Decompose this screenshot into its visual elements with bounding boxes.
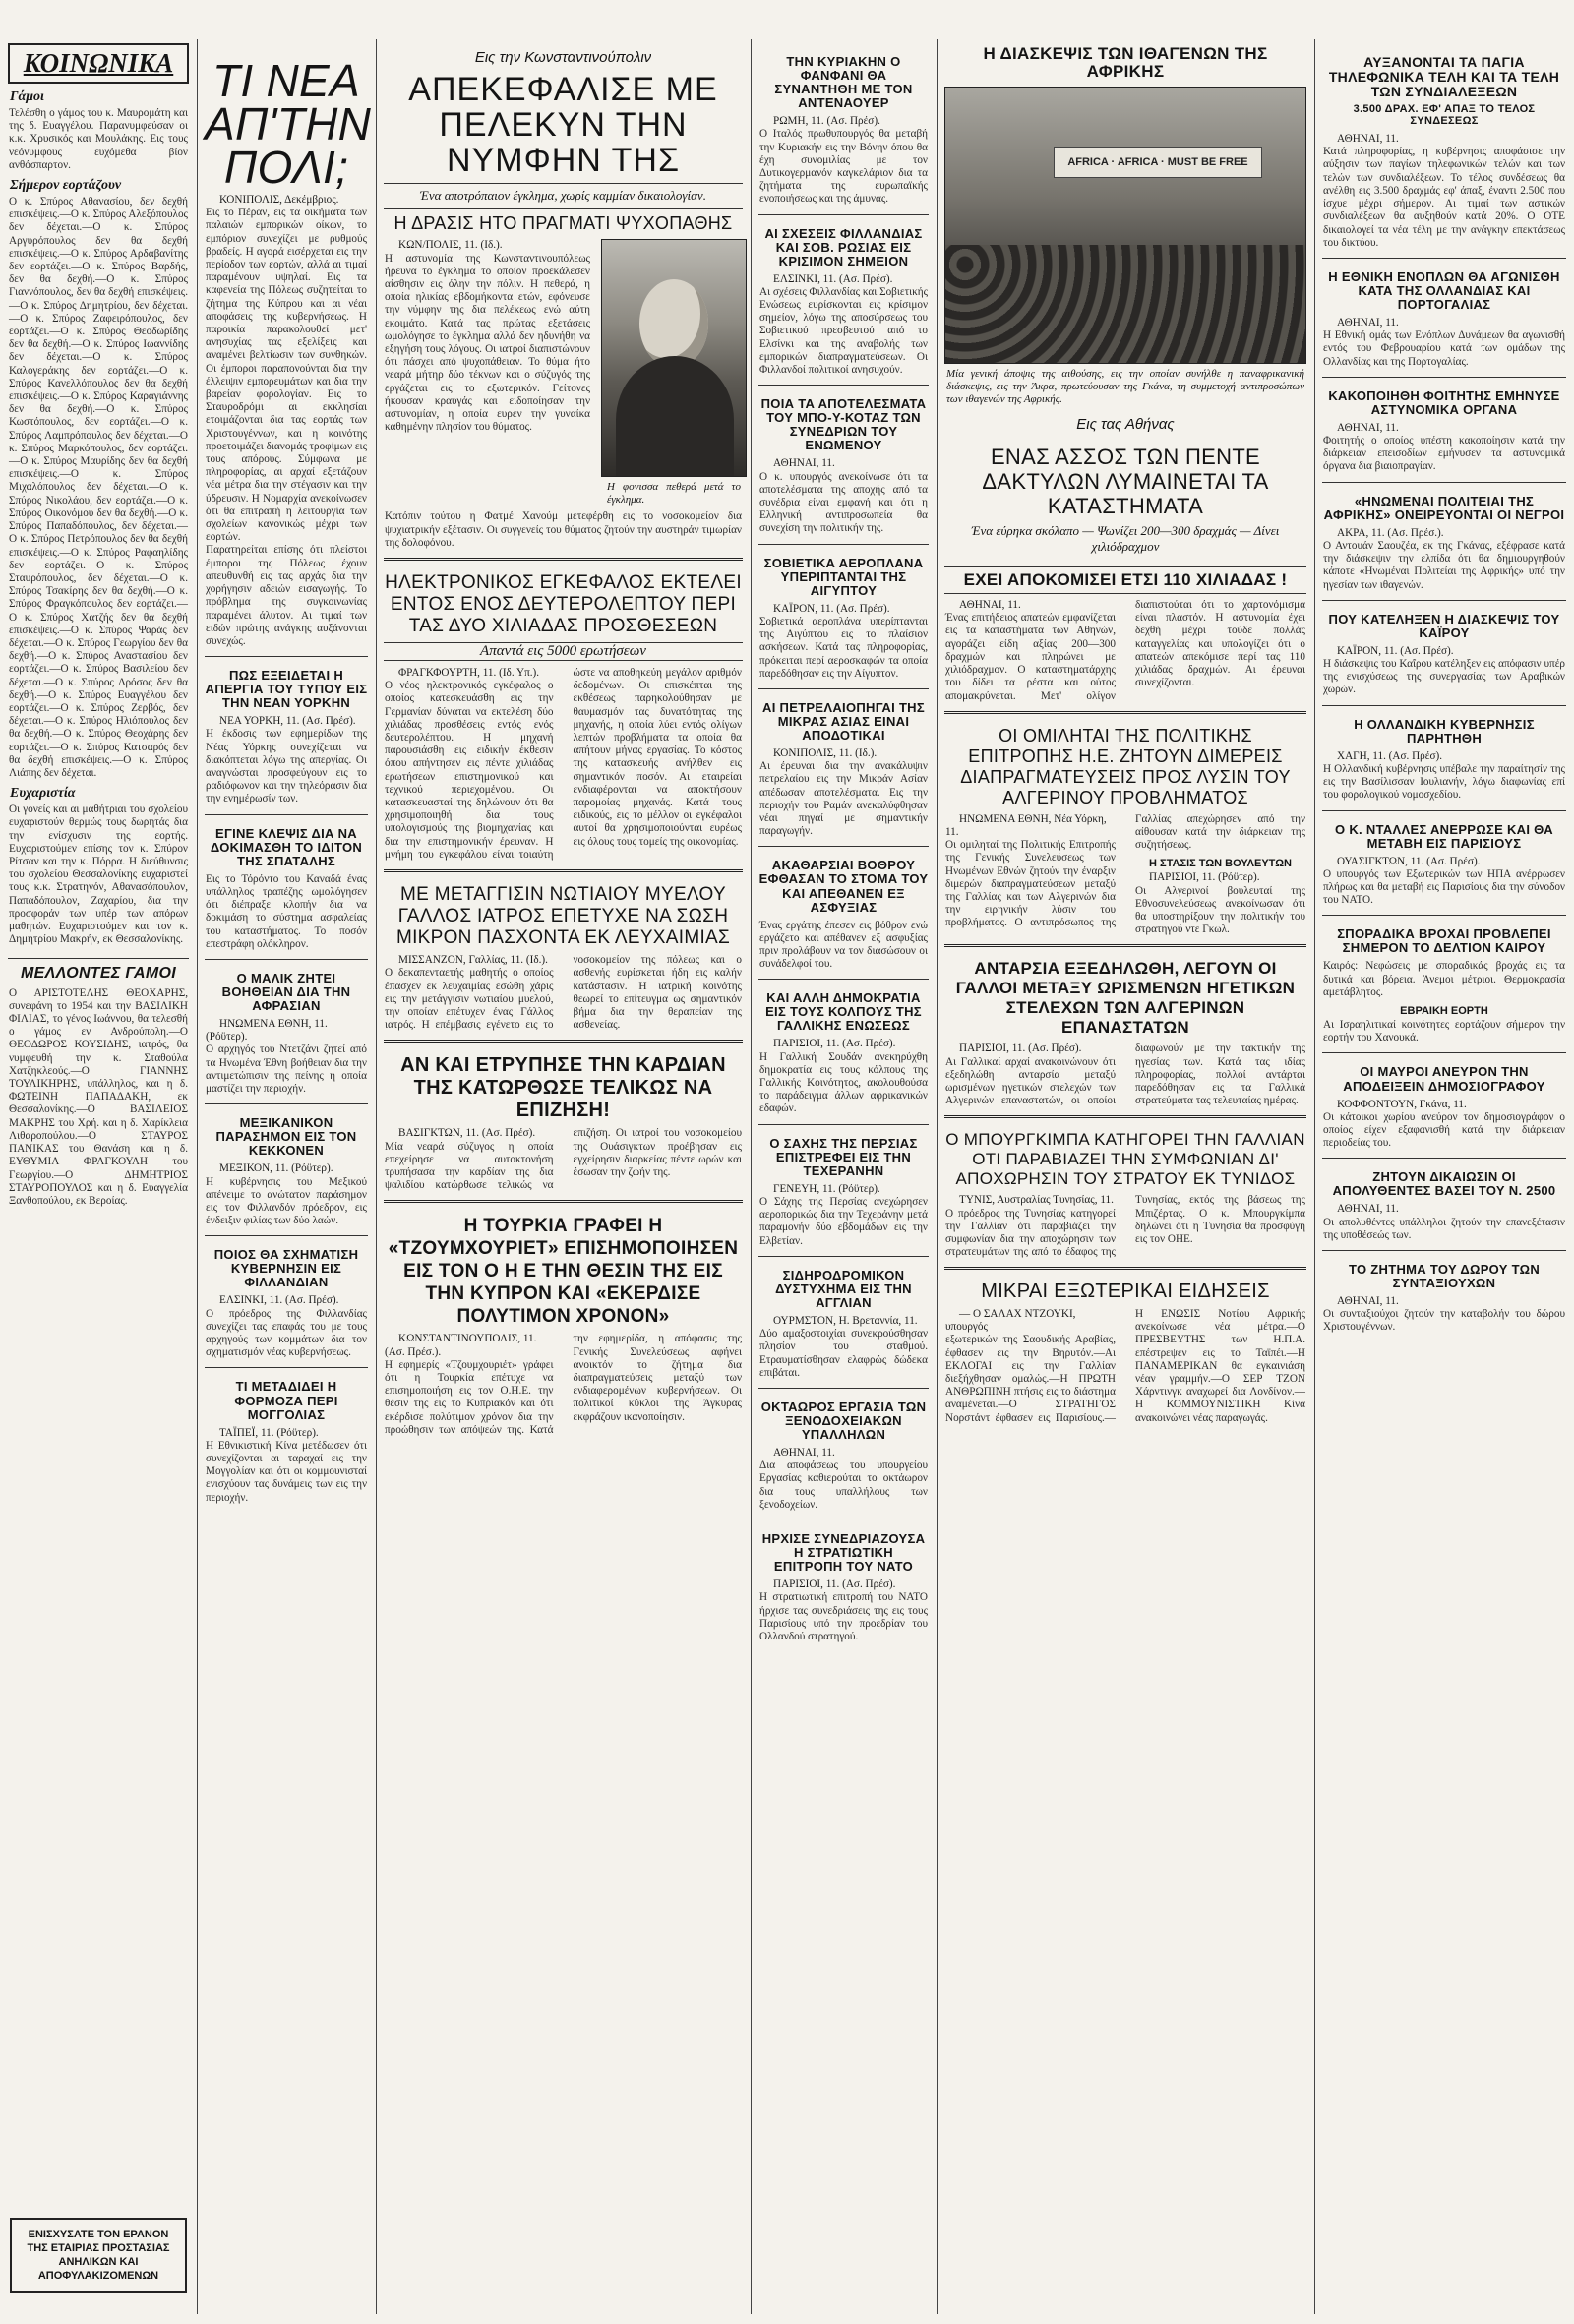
body-text: Η κυβέρνησις του Μεξικού απένειμε το ανώτατον παράσημον εις τον Φιλλανδόν πρόεδρον, εις ένδειξιν φιλίας των δύο λαών.	[206, 1175, 367, 1227]
dateline: ΚΩΝΣΤΑΝΤΙΝΟΥΠΟΛΙΣ, 11. (Ασ. Πρέσ.).	[385, 1333, 537, 1358]
body-text: Ο ΑΡΙΣΤΟΤΕΛΗΣ ΘΕΟΧΑΡΗΣ, συνεφάνη το 1954 και την ΒΑΣΙΛΙΚΗ ΦΙΛΙΑΣ, το γένος Ιωάννου, θα τελεσθή ο γάμος εν Ανδρούπολη.—Ο ΘΕΟΔΩΡΟΣ ΚΟΥΣΙΔΗΣ, ιατρός, θα νυμφευθή την κ. Σταθούλα Χατζηκλεούς.—Ο ΓΙΑΝΝΗΣ ΤΟΥΛΙΚΗΡΗΣ, υπάλληλος, και η δ. ΦΩΤΕΙΝΗ ΠΑΠΑΔΑΚΗ, εκ Θεσσαλονίκης.—Ο ΒΑΣΙΛΕΙΟΣ ΜΑΚΡΗΣ του Χρή. και η δ. Χαρίκλεια Λιθαροπούλου.—Ο ΣΤΑΥΡΟΣ ΠΑΝΙΚΑΣ του Θανάση και η δ. ΕΥΘΥΜΙΑ ΦΡΑΓΚΟΥΛΗ του Γεωργίου.—Ο ΔΗΜΗΤΡΙΟΣ ΣΤΑΥΡΟΠΟΥΛΟΣ και η δ. Ευαγγελία Ξανθοπούλου, εκ Βεροίας.	[9, 986, 188, 1207]
separator	[758, 544, 929, 545]
headline-malik: Ο ΜΑΛΙΚ ΖΗΤΕΙ ΒΟΗΘΕΙΑΝ ΔΙΑ ΤΗΝ ΑΦΡΑΣΙΑΝ	[221, 970, 351, 1013]
body-text: Ο δεκαπενταετής μαθητής ο οποίος έπασχεν εκ λευχαιμίας εσώθη χάρις εις την μετάγγισιν νωτιαίου μυελού, την οποίαν επέτυχεν ένας Γάλλος ιατρός. Η επέμβασις εγένετο εις το νοσοκομείον της πόλεως και ο ασθενής ευρίσκεται ήδη εις καλήν κατάστασιν. Η ιατρική κοινότης θεωρεί το επίτευγμα ως σημαντικόν βήμα δια την θεραπείαν της ασθενείας.	[385, 954, 742, 1032]
dateline: ΒΑΣΙΓΚΤΩΝ, 11. (Ασ. Πρέσ).	[398, 1127, 536, 1140]
column-rule	[376, 39, 377, 2314]
headline-boycott: ΠΟΙΑ ΤΑ ΑΠΟΤΕΛΕΣΜΑΤΑ ΤΟΥ ΜΠΟ-Υ-ΚΟΤΑΖ ΤΩΝ ΣΥΝΕΔΡΙΩΝ ΤΟΥ ΕΝΩΜΕΝΟΥ	[760, 396, 927, 453]
dateline: ΡΩΜΗ, 11. (Ασ. Πρέσ).	[773, 115, 880, 128]
headline-ghana: ΟΙ ΜΑΥΡΟΙ ΑΝΕΥΡΟΝ ΤΗΝ ΑΠΟΔΕΙΞΕΙΝ ΔΗΜΟΣΙΟΓΡΑΦΟΥ	[1343, 1064, 1545, 1094]
headline-nato: ΗΡΧΙΣΕ ΣΥΝΕΔΡΙΑΖΟΥΣΑ Η ΣΤΡΑΤΙΩΤΙΚΗ ΕΠΙΤΡΟΠΗ ΤΟΥ ΝΑΤΟ	[761, 1531, 926, 1575]
headline-dutch-gov: Η ΟΛΛΑΝΔΙΚΗ ΚΥΒΕΡΝΗΣΙΣ ΠΑΡΗΤΗΘΗ	[1354, 716, 1535, 745]
dateline: ΚΑΪΡΟΝ, 11. (Ασ. Πρέσ).	[773, 602, 890, 615]
appeal-box	[10, 2218, 187, 2293]
headline-student: ΚΑΚΟΠΟΙΗΘΗ ΦΟΙΤΗΤΗΣ ΕΜΗΝΥΣΕ ΑΣΤΥΝΟΜΙΚΑ ΟΡΓΑΝΑ	[1328, 387, 1560, 417]
headline-phone-rates: ΑΥΞΑΝΟΝΤΑΙ ΤΑ ΠΑΓΙΑ ΤΗΛΕΦΩΝΙΚΑ ΤΕΛΗ ΚΑΙ ΤΑ ΤΕΛΗ ΤΩΝ ΣΥΝΔΙΑΛΕΞΕΩΝ	[1328, 54, 1560, 100]
photo-caption: Η φονισσα πεθερά μετά το έγκλημα.	[607, 481, 741, 507]
dateline: ΑΘΗΝΑΙ, 11.	[773, 1447, 835, 1459]
separator	[1322, 600, 1566, 601]
headline-typos: ΠΩΣ ΕΞΕΙΔΕΤΑΙ Η ΑΠΕΡΓΙΑ ΤΟΥ ΤΥΠΟΥ ΕΙΣ ΤΗΝ ΝΕΑΝ ΥΟΡΚΗΝ	[205, 668, 368, 711]
headline-heart: ΑΝ ΚΑΙ ΕΤΡΥΠΗΣΕ ΤΗΝ ΚΑΡΔΙΑΝ ΤΗΣ ΚΑΤΩΡΘΩΣΕ ΤΕΛΙΚΩΣ ΝΑ ΕΠΙΖΗΣΗ!	[400, 1054, 726, 1122]
dateline: ΟΥΡΜΣΤΟΝ, Η. Βρεταννία, 11.	[773, 1314, 918, 1327]
body-text: Ένας εργάτης έπεσεν εις βόθρον ενώ εργάζετο και απέθανεν εξ ασφυξίας πριν προλάβουν να τον διασώσουν οι συνάδελφοί του.	[759, 919, 928, 971]
body-text: Οι κάτοικοι χωρίου ανεύρον τον δημοσιογράφον ο οποίος είχεν εξαφανισθή κατά την διάρκειαν περιοδείας του.	[1323, 1110, 1565, 1150]
separator	[758, 385, 929, 386]
headline-asphyxia: ΑΚΑΘΑΡΣΙΑΙ ΒΟΘΡΟΥ ΕΦΘΑΣΑΝ ΤΟ ΣΤΟΜΑ ΤΟΥ ΚΑΙ ΑΠΕΘΑΝΕΝ ΕΞ ΑΣΦΥΞΙΑΣ	[758, 858, 929, 915]
masthead-text: ΚΟΙΝΩΝΙΚΑ	[23, 48, 174, 78]
headline-dulles: Ο Κ. ΝΤΑΛΛΕΣ ΑΝΕΡΡΩΣΕ ΚΑΙ ΘΑ ΜΕΤΑΒΗ ΕΙΣ ΠΑΡΙΣΙΟΥΣ	[1335, 821, 1553, 851]
dateline: ΚΟΝΙΠΟΛΙΣ, Δεκέμβριος.	[219, 194, 339, 206]
column-rule	[1314, 39, 1315, 2314]
headline-finland-russia: ΑΙ ΣΧΕΣΕΙΣ ΦΙΛΛΑΝΔΙΑΣ ΚΑΙ ΣΟΒ. ΡΩΣΙΑΣ ΕΙΣ ΚΡΙΣΙΜΟΝ ΣΗΜΕΙΟΝ	[764, 225, 923, 268]
body-text: Ο κ. Σπύρος Αθανασίου, δεν δεχθή επισκέψεις.—Ο κ. Σπύρος Αλεξόπουλος δεν δέχεται.—Ο κ. Σπύρος Αργυρόπουλος δεν θα δεχθή επισκέψεις.—Ο κ. Σπύρος Αρδαβανίτης δεν εορτάζει.—Ο κ. Σπύρος Βαρδής, δεν θα δεχθή.—Ο κ. Σπύρος Γιαννόπουλος, δεν θα δεχθή επισκέψεις.—Ο κ. Σπύρος Δημητρίου, δεν δέχεται.—Ο κ. Σπύρος Ζαφειρόπουλος, δεν εορτάζει.—Ο κ. Σπύρος Θεοδωρίδης δεν θα δεχθή.—Ο κ. Σπύρος Ιωαννίδης δεν δέχεται.—Ο κ. Σπύρος Καλογεράκης δεν εορτάζει.—Ο κ. Σπύρος Κανελλόπουλος δεν θα δεχθή επισκέψεις.—Ο κ. Σπύρος Καραγιάννης δεν θα δεχθή.—Ο κ. Σπύρος Κωστόπουλος, δεν εορτάζει.—Ο κ. Σπύρος Λαμπρόπουλος δεν δέχεται.—Ο κ. Σπύρος Μαρκόπουλος, δεν εορτάζει.—Ο κ. Σπύρος Μαυρίδης δεν θα δεχθή επισκέψεις.—Ο κ. Σπύρος Μιχαλόπουλος δεν δέχεται.—Ο κ. Σπύρος Νικολάου, δεν εορτάζει.—Ο κ. Σπύρος Οικονόμου δεν θα δεχθή.—Ο κ. Σπύρος Παπαδόπουλος, δεν δέχεται.—Ο κ. Σπύρος Πετρόπουλος δεν θα δεχθή επισκέψεις.—Ο κ. Σπύρος Ραφαηλίδης δεν εορτάζει.—Ο κ. Σπύρος Σταυρόπουλος, δεν δέχεται.—Ο κ. Σπύρος Τσακίρης δεν θα δεχθή.—Ο κ. Σπύρος Φραγκόπουλος δεν εορτάζει.—Ο κ. Σπύρος Χατζής δεν θα δεχθή επισκέψεις.—Ο κ. Σπύρος Ψαράς δεν δέχεται.—Ο κ. Σπύρος Γεωργίου δεν θα δεχθή.—Ο κ. Σπύρος Αναστασίου δεν εορτάζει.—Ο κ. Σπύρος Βασιλείου δεν δέχεται.—Ο κ. Σπύρος Δρόσος δεν θα δεχθή.—Ο κ. Σπύρος Ευαγγέλου δεν εορτάζει.—Ο κ. Σπύρος Ζερβός, δεν δέχεται.—Ο κ. Σπύρος Ηλιόπουλος δεν θα δεχθή.—Ο κ. Σπύρος Θεοχάρης δεν εορτάζει.—Ο κ. Σπύρος Κατσαρός δεν θα δεχθή επισκέψεις.—Ο κ. Σπύρος Λιάπης δεν δέχεται.	[9, 196, 188, 779]
separator	[944, 1115, 1306, 1118]
separator	[205, 656, 368, 657]
headline-mexico: ΜΕΞΙΚΑΝΙΚΟΝ ΠΑΡΑΣΗΜΟΝ ΕΙΣ ΤΟΝ ΚΕΚΚΟΝΕΝ	[215, 1115, 357, 1159]
separator	[205, 1235, 368, 1236]
revolt-story	[940, 1043, 1310, 1107]
headline-weather: ΣΠΟΡΑΔΙΚΑ ΒΡΟΧΑΙ ΠΡΟΒΛΕΠΕΙ ΣΗΜΕΡΟΝ ΤΟ ΔΕΛΤΙΟΝ ΚΑΙΡΟΥ	[1337, 926, 1551, 956]
column-world-news	[755, 43, 933, 2314]
headline-pensioners: ΤΟ ΖΗΤΗΜΑ ΤΟΥ ΔΩΡΟΥ ΤΩΝ ΣΥΝΤΑΞΙΟΥΧΩΝ	[1348, 1262, 1541, 1291]
separator	[944, 944, 1306, 947]
separator	[758, 1388, 929, 1389]
headline-cairo: ΠΟΥ ΚΑΤΕΛΗΞΕΝ Η ΔΙΑΣΚΕΨΙΣ ΤΟΥ ΚΑΪΡΟΥ	[1328, 611, 1560, 640]
separator	[384, 1200, 743, 1203]
dateline: ΑΚΡΑ, 11. (Ασ. Πρέσ.).	[1337, 526, 1444, 539]
headline-computer: ΗΛΕΚΤΡΟΝΙΚΟΣ ΕΓΚΕΦΑΛΟΣ ΕΚΤΕΛΕΙ ΕΝΤΟΣ ΕΝΟΣ ΔΕΥΤΕΡΟΛΕΠΤΟΥ ΠΕΡΙ ΤΑΣ ΔΥΟ ΧΙΛΙΑΔΑΣ ΠΡΟΣΘΕΣΕΩΝ	[385, 572, 742, 637]
dateline: ΗΝΩΜΕΝΑ ΕΘΝΗ, 11. (Ρόϋτερ).	[206, 1018, 328, 1043]
separator	[384, 1040, 743, 1043]
photo-block	[601, 239, 747, 510]
dateline: ΠΑΡΙΣΙΟΙ, 11. (Ασ. Πρέσ).	[773, 1579, 896, 1591]
headline-small-news: ΜΙΚΡΑΙ ΕΞΩΤΕΡΙΚΑΙ ΕΙΔΗΣΕΙΣ	[981, 1281, 1270, 1303]
headline-un-algeria: ΟΙ ΟΜΙΛΗΤΑΙ ΤΗΣ ΠΟΛΙΤΙΚΗΣ ΕΠΙΤΡΟΠΗΣ Η.Ε. ΖΗΤΟΥΝ ΔΙΜΕΡΕΙΣ ΔΙΑΠΡΑΓΜΑΤΕΥΣΕΙΣ ΠΡΟΣ ΛΥΣΙΝ ΤΟΥ ΑΛΓΕΡΙΝΟΥ ΠΡΟΒΛΗΜΑΤΟΣ	[960, 725, 1291, 807]
dateline: ΤΥΝΙΣ, Αυστραλίας Τυνησίας, 11.	[959, 1194, 1114, 1207]
headline-formosa: ΤΙ ΜΕΤΑΔΙΔΕΙ Η ΦΟΡΜΟΖΑ ΠΕΡΙ ΜΟΓΓΟΛΙΑΣ	[234, 1379, 338, 1422]
headline-rail: ΣΙΔΗΡΟΔΡΟΜΙΚΟΝ ΔΥΣΤΥΧΗΜΑ ΕΙΣ ΤΗΝ ΑΓΓΛΙΑΝ	[775, 1267, 912, 1310]
column-social	[4, 39, 193, 2314]
body-text: Αι έρευναι δια την ανακάλυψιν πετρελαίου εις την Μικράν Ασίαν απέδωσαν αποτελέσματα. Εις την περιοχήν του Ραμάν ανεκαλύφθησαν νέαι πηγαί με σημαντικήν παραγωγήν.	[759, 760, 928, 838]
body-text: Οι συνταξιούχοι ζητούν την καταβολήν του δώρου Χριστουγέννων.	[1323, 1308, 1565, 1334]
body-text: Αι σχέσεις Φιλλανδίας και Σοβιετικής Ενώσεως ευρίσκονται εις κρίσιμον σημείον, λόγω της αποσύρσεως του Σοβιετικού πρεσβευτού από το Ελσίνκι και της αναβολής των εμπορικών διαπραγματεύσεων. Οι Φιλλανδοί πολιτικοί ανησυχούν.	[759, 285, 929, 377]
section-eortazoun: Σήμερον εορτάζουν	[10, 178, 122, 194]
dateline: ΕΛΣΙΝΚΙ, 11. (Ασ. Πρέσ).	[219, 1294, 339, 1307]
headline-hotel: ΟΚΤΑΩΡΟΣ ΕΡΓΑΣΙΑ ΤΩΝ ΞΕΝΟΔΟΧΕΙΑΚΩΝ ΥΠΑΛΛΗΛΩΝ	[760, 1399, 927, 1442]
headline-finland: ΠΟΙΟΣ ΘΑ ΣΧΗΜΑΤΙΣΗ ΚΥΒΕΡΝΗΣΙΝ ΕΙΣ ΦΙΛΛΑΝΔΙΑΝ	[213, 1247, 359, 1290]
body-text: Μία νεαρά σύζυγος η οποία επεχείρησε να αυτοκτονήση τρυπήσασα την καρδίαν της δια ψαλιδίου κατώρθωσε τελικώς να επιζήση. Οι ιατροί του νοσοκομείου της Ουάσιγκτων προέβησαν εις εγχείρησιν διαρκείας πέντε ωρών και έσωσαν την ζωήν της.	[385, 1127, 742, 1192]
headline-turkey: Η ΤΟΥΡΚΙΑ ΓΡΑΦΕΙ Η «ΤΖΟΥΜΧΟΥΡΙΕΤ» ΕΠΙΣΗΜΟΠΟΙΗΣΕΝ ΕΙΣ ΤΟΝ Ο Η Ε ΤΗΝ ΘΕΣΙΝ ΤΗΣ ΕΙΣ ΤΗΝ ΚΥΠΡΟΝ ΚΑΙ «ΕΚΕΡΔΙΣΕ ΠΟΛΥΤΙΜΟΝ ΧΡΟΝΟΝ»	[388, 1216, 739, 1328]
mother-in-law-photo	[601, 239, 747, 477]
dateline: ΗΝΩΜΕΝΑ ΕΘΝΗ, Νέα Υόρκη, 11.	[945, 812, 1107, 838]
dek-asso: Ένα εύρηκα σκόλαπο — Ψωνίζει 200—300 δραχμάς — Δίνει χιλιόδραχμον	[971, 522, 1280, 554]
heart-story	[380, 1127, 747, 1192]
body-text: Αι Ισραηλιτικαί κοινότητες εορτάζουν σήμερον την εορτήν του Χανουκά.	[1323, 1019, 1565, 1044]
separator	[205, 959, 368, 960]
subheadline: Η ΔΡΑΣΙΣ ΗΤΟ ΠΡΑΓΜΑΤΙ ΨΥΧΟΠΑΘΗΣ	[394, 213, 733, 233]
separator	[1322, 1158, 1566, 1159]
separator	[205, 814, 368, 815]
un-algeria-story	[940, 813, 1310, 937]
dateline: ΑΘΗΝΑΙ, 11.	[959, 599, 1021, 612]
dateline: ΑΘΗΝΑΙ, 11.	[773, 457, 835, 470]
body-text: Εις το Πέραν, εις τα οικήματα των παλαιών εμπορικών οίκων, το εμπόριον συνεχίζει με ρυθμούς βραδείς. Η αγορά εισέρχεται εις την περίοδον των εορτών, αλλά αι τιμαί παραμένουν υψηλαί. Εις τα καφενεία της Πόλεως συζητείται το ζήτημα της Κύπρου και αι νέαι αποφάσεις της κυβερνήσεως. Η παροικία παρακολουθεί μετ' ανησυχίας τας εξελίξεις και αναμένει βελτίωσιν των συνθηκών. Οι έμποροι παραπονούνται δια την έλλειψιν εμπορευμάτων και δια την βαρείαν φορολογίαν. Εις το Σταυροδρόμι αι εκκλησίαι ετοιμάζονται δια τας εορτάς των Χριστουγέννων, και η κοινότης προετοιμάζει διανομάς τροφίμων εις τους απόρους. Σύμφωνα με πληροφορίας, αι αρχαί εξετάζουν νέα μέτρα δια την στέγασιν και την ύδρευσιν. Η Νομαρχία ανεκοίνωσεν ότι θα επιτραπή η λειτουργία των σχολείων κανονικώς μέχρι των εορτών.	[206, 207, 367, 544]
kicker-athens: Εις τας Αθήνας	[1076, 415, 1175, 433]
conference-banner	[1054, 147, 1262, 178]
body-text: Φοιτητής ο οποίος υπέστη κακοποίησιν κατά την διάρκειαν επεισοδίων εμήνυσεν τα αστυνομικά όργανα δια βιαιοπραγίαν.	[1323, 435, 1565, 473]
main-headline: ΑΠΕΚΕΦΑΛΙΣΕ ΜΕ ΠΕΛΕΚΥΝ ΤΗΝ ΝΥΜΦΗΝ ΤΗΣ	[408, 71, 718, 179]
separator	[384, 869, 743, 872]
dateline: ΠΑΡΙΣΙΟΙ, 11. (Ρόϋτερ).	[1149, 871, 1260, 884]
small-news-story	[940, 1308, 1310, 1425]
computer-story	[380, 667, 747, 862]
separator	[758, 979, 929, 980]
dateline: ΝΕΑ ΥΟΡΚΗ, 11. (Ασ. Πρέσ).	[219, 715, 356, 728]
column-main-stories	[380, 43, 747, 2314]
section-mellontes: ΜΕΛΛΟΝΤΕΣ ΓΑΜΟΙ	[8, 958, 189, 982]
headline-united-states-africa: «ΗΝΩΜΕΝΑΙ ΠΟΛΙΤΕΙΑΙ ΤΗΣ ΑΦΡΙΚΗΣ» ΟΝΕΙΡΕΥΟΝΤΑΙ ΟΙ ΝΕΓΡΟΙ	[1323, 493, 1565, 522]
separator	[1322, 810, 1566, 811]
dateline: ΤΑΪΠΕΪ, 11. (Ρόϋτερ).	[219, 1426, 319, 1439]
dateline: ΑΘΗΝΑΙ, 11.	[1337, 1295, 1399, 1308]
body-text: Ο Ιταλός πρωθυπουργός θα μεταβή την Κυριακήν εις την Βόνην όπου θα έχη συνομιλίας με τον Δυτικογερμανόν καγκελάριον δια τα ζητήματα της ευρωπαϊκής ενοποιήσεως και της άμυνας.	[759, 128, 928, 206]
separator	[1322, 1052, 1566, 1053]
kicker: Εις την Κωνσταντινούπολιν	[474, 49, 652, 66]
body-text: Ο κ. υπουργός ανεκοίνωσε ότι τα αποτελέσματα της αποχής από τα συνέδρια είναι εμφανή και ότι η Ελληνική αντιπροσωπεία θα συνεχίση την πολιτικήν της.	[759, 470, 928, 535]
separator	[758, 688, 929, 689]
column-rule	[937, 39, 938, 2314]
separator	[1322, 915, 1566, 916]
masthead-koinonika	[8, 43, 189, 84]
body-text: Ο αρχηγός του Ντετζάνι ζητεί από τα Ηνωμένα Έθνη βοήθειαν δια την αντιμετώπισιν της πείνης η οποία μαστίζει την περιοχήν.	[206, 1043, 367, 1096]
body-text: εξωτερικών της Σαουδικής Αραβίας, έφθασεν εις την Βηρυτόν.—Αι ΕΚΛΟΓΑΙ εις την Γαλλίαν διεξήχθησαν ομαλώς.—Η ΠΡΩΤΗ ΑΝΘΡΩΠΙΝΗ πτήσις εις το διάστημα αναμένεται.—Ο ΣΤΡΑΤΗΓΟΣ Νορστάντ έφθασεν εις Παρισίους.—Η ΕΝΩΣΙΣ Νοτίου Αφρικής ανεκοίνωσε νέα μέτρα.—Ο ΠΡΕΣΒΕΥΤΗΣ των Η.Π.Α. επέστρεψεν εις το Ταϊπέι.—Η ΠΑΝΑΜΕΡΙΚΑΝ θα εγκαινιάση νέαν γραμμήν.—Ο ΣΕΡ ΤΖΟΝ Χάρντινγκ αναχωρεί δια Λονδίνον.—Η ΚΟΜΜΟΥΝΙΣΤΙΚΗ Κίνα ανακοινώνει νέας παραγωγάς.	[945, 1307, 1305, 1424]
dateline: ΚΟΝΙΠΟΛΙΣ, 11. (Ιδ.).	[773, 747, 878, 760]
story-with-photo	[380, 239, 747, 510]
dateline: ΕΛΣΙΝΚΙ, 11. (Ασ. Πρέσ).	[773, 272, 893, 285]
separator	[205, 1367, 368, 1368]
dateline: ΠΑΡΙΣΙΟΙ, 11. (Ασ. Πρέσ).	[959, 1043, 1082, 1055]
body-text: Αι Γαλλικαί αρχαί ανακοινώνουν ότι εξεδηλώθη ανταρσία μεταξύ ωρισμένων ηγετικών στελεχών των Αλγερινών επαναστατών, οι οποίοι διαφωνούν με την τακτικήν της ηγεσίας των. Κατά τας ιδίας πληροφορίας, πολλοί αντάρται παρεδόθησαν εις τα Γαλλικά στρατεύματα τας τελευταίας ημέρας.	[945, 1043, 1305, 1107]
column-ti-nea	[201, 39, 372, 2314]
separator	[758, 1256, 929, 1257]
section-eucharistia: Ευχαριστία	[10, 786, 76, 802]
headline-fanfani: ΤΗΝ ΚΥΡΙΑΚΗΝ Ο ΦΑΝΦΑΝΙ ΘΑ ΣΥΝΑΝΤΗΘΗ ΜΕ ΤΟΝ ΑΝΤΕΝΑΟΥΕΡ	[774, 54, 913, 111]
dateline: ΑΘΗΝΑΙ, 11.	[1337, 317, 1399, 328]
separator	[205, 1103, 368, 1104]
body-text: Ο Αντουάν Σαουζέα, εκ της Γκάνας, εξέφρασε κατά την διάσκεψιν την ελπίδα ότι θα δημιουργηθούν κάποτε «Ηνωμέναι Πολιτείαι της Αφρικής» υπό την ηγεσίαν των ιθαγενών.	[1323, 539, 1565, 591]
body-text: Οι γονείς και αι μαθήτριαι του σχολείου ευχαριστούν θερμώς τους δωρητάς δια την ενίσχυσιν της εορτής. Ευχαριστούμεν επίσης τον κ. Σπύρον Ρίτσαν και την κ. Πόρρα. Η διεύθυνσις του σχολείου Θεσσαλονίκης ευχαριστεί τους κ.κ. Στρατηγόν, Αθανασόπουλον, Παπαδόπουλον, Ζαχαρίου, δια την προσφοράν των υπέρ των απόρων μαθητών. Ευχαριστούμεν και τον κ. Δημητρίου Μακρήν, εκ Θεσσαλονίκης.	[9, 804, 188, 946]
headline-national-team: Η ΕΘΝΙΚΗ ΕΝΟΠΛΩΝ ΘΑ ΑΓΩΝΙΣΘΗ ΚΑΤΑ ΤΗΣ ΟΛΛΑΝΔΙΑΣ ΚΑΙ ΠΟΡΤΟΓΑΛΙΑΣ	[1328, 268, 1560, 312]
feature-title: ΤΙ ΝΕΑ ΑΠ'ΤΗΝ ΠΟΛΙ;	[205, 55, 372, 193]
body-text: Τελέσθη ο γάμος του κ. Μαυρομάτη και της δ. Ευαγγέλου. Παρανυμφεύσαν οι κ.κ. Χρυσικός και Μουλάκης. Εις τους νεόνυμφους ευχόμεθα βίον ανθόσπαρτον.	[9, 107, 188, 171]
column-africa	[940, 43, 1310, 2314]
dateline: ΜΕΞΙΚΟΝ, 11. (Ρόϋτερ).	[219, 1162, 333, 1175]
headline-shah: Ο ΣΑΧΗΣ ΤΗΣ ΠΕΡΣΙΑΣ ΕΠΙΣΤΡΕΦΕΙ ΕΙΣ ΤΗΝ ΤΕΧΕΡΑΝΗΝ	[769, 1135, 918, 1178]
body-text: Ο νέος ηλεκτρονικός εγκέφαλος ο οποίος κατεσκευάσθη εις την Γερμανίαν δύναται να εκτελέση δύο χιλιάδας προσθέσεις εντός ενός δευτερολέπτου. Η μηχανή παρουσιάσθη εις ειδικήν έκθεσιν όπου απήντησεν εις πέντε χιλιάδας ερωτήσεων επιστημονικού και τεχνικού περιεχομένου. Οι κατασκευασταί της δηλώνουν ότι θα χρησιμοποιηθή δια τους υπολογισμούς της βιομηχανίας και δια την επιστημονικήν έρευναν. Η μνήμη του εγκεφάλου είναι τοιαύτη ώστε να αποθηκεύη μεγάλον αριθμόν δεδομένων. Οι επισκέπται της εκθέσεως παρηκολούθησαν με θαυμασμόν τας δυνατότητας της μηχανής, η οποία λύει εντός ολίγων λεπτών προβλήματα τα οποία θα απήτουν μήνας εργασίας. Το κόστος της κατασκευής ανήλθεν εις σημαντικόν ποσόν. Αι εταιρείαι ενδιαφέρονται να αποκτήσουν παρομοίας μηχανάς. Κατά τους ειδικούς, εις το μέλλον οι εγκέφαλοι αυτοί θα χρησιμοποιούνται ευρέως εις όλους τους τομείς της οικονομίας.	[385, 667, 742, 861]
dateline: ΧΑΓΗ, 11. (Ασ. Πρέσ).	[1337, 749, 1443, 762]
body-text: Δια αποφάσεως του υπουργείου Εργασίας καθιερούται το οκτάωρον δια τους υπαλλήλους των ξενοδοχείων.	[759, 1460, 928, 1511]
body-text: Ο υπουργός των Εξωτερικών των ΗΠΑ ανέρρωσεν πλήρως και θα μεταβή εις Παρισίους δια την σύνοδον του ΝΑΤΟ.	[1323, 867, 1565, 907]
headline-revolt: ΑΝΤΑΡΣΙΑ ΕΞΕΔΗΛΩΘΗ, ΛΕΓΟΥΝ ΟΙ ΓΑΛΛΟΙ ΜΕΤΑΞΥ ΩΡΙΣΜΕΝΩΝ ΗΓΕΤΙΚΩΝ ΣΤΕΛΕΧΩΝ ΤΩΝ ΑΛΓΕΡΙΝΩΝ ΕΠΑΝΑΣΤΑΤΩΝ	[955, 959, 1296, 1038]
dek-phone-rates: 3.500 ΔΡΑΧ. ΕΦ' ΑΠΑΞ ΤΟ ΤΕΛΟΣ ΣΥΝΔΕΣΕΩΣ	[1353, 103, 1536, 128]
headline-soviet-planes: ΣΟΒΙΕΤΙΚΑ ΑΕΡΟΠΛΑΝΑ ΥΠΕΡΙΠΤΑΝΤΑΙ ΤΗΣ ΑΙΓΥΠΤΟΥ	[763, 555, 924, 598]
dateline: ΑΘΗΝΑΙ, 11.	[1337, 1203, 1399, 1216]
body-text: Δύο αμαξοστοιχίαι συνεκρούσθησαν πλησίον του σταθμού. Ετραυματίσθησαν ελαφρώς δώδεκα επιβάται.	[759, 1328, 928, 1379]
dateline: ΟΥΑΣΙΓΚΤΩΝ, 11. (Ασ. Πρέσ).	[1337, 855, 1481, 867]
dateline: ΚΩΝ/ΠΟΛΙΣ, 11. (Ιδ.).	[398, 239, 503, 252]
body-text: Η αστυνομία της Κωνσταντινουπόλεως ήρευνα το έγκλημα το οποίον προεκάλεσεν αίσθησιν εις όλην την πόλιν. Η πεθερά, η οποία ηλικίας εβδομήκοντα ετών, εφόνευσε την νύμφην της δια πελέκεως ενώ αύτη εκοιμάτο. Κατά τας πρώτας εξετάσεις ωμολόγησε το έγκλημα αλλά δεν ηδυνήθη να εξηγήση τους λόγους. Οι ιατροί διαπιστώνουν ότι πάσχει από ψυχοπάθειαν. Το θύμα ήτο νεαρά μήτηρ δύο τέκνων και ο σύζυγός της εργάζεται εις το εξωτερικόν. Γείτονες ήκουσαν κραυγάς και ειδοποίησαν την αστυνομίαν, η οποία ευρεν την γυναίκα καθημένην πλησίον του θύματος.	[385, 252, 590, 434]
asso-story	[940, 599, 1310, 703]
dateline: — Ο ΣΑΛΑΧ ΝΤΖΟΥΚΙ, υπουργός	[945, 1307, 1076, 1334]
separator	[944, 1267, 1306, 1270]
separator	[384, 558, 743, 561]
dateline: ΚΑΪΡΟΝ, 11. (Ασ. Πρέσ).	[1337, 644, 1454, 657]
separator	[758, 1124, 929, 1125]
body-text: Η εφημερίς «Τζουμχουριέτ» γράφει ότι η Τουρκία επέτυχε να επισημοποιήση εις τον Ο.Η.Ε. την θέσιν της εις το Κυπριακόν και ότι εκέρδισε πολύτιμον χρόνον δια την προώθησιν των απόψεών της. Κατά την εφημερίδα, η απόφασις της Γενικής Συνελεύσεως αφήνει ανοικτόν το ζήτημα δια διαπραγματεύσεις μεταξύ των ενδιαφερομένων κυβερνήσεων. Οι πολιτικοί κύκλοι της Άγκυρας εκφράζουν ικανοποίησιν.	[385, 1333, 742, 1436]
column-rule	[197, 39, 198, 2314]
separator	[1322, 377, 1566, 378]
appeal-text: ΕΝΙΣΧΥΣΑΤΕ ΤΟΝ ΕΡΑΝΟΝ ΤΗΣ ΕΤΑΙΡΙΑΣ ΠΡΟΣΤΑΣΙΑΣ ΑΝΗΛΙΚΩΝ ΚΑΙ ΑΠΟΦΥΛΑΚΙΖΟΜΕΝΩΝ	[27, 2229, 170, 2282]
body-text: Ο πρόεδρος της Τυνησίας κατηγορεί την Γαλλίαν ότι παραβιάζει την συμφωνίαν δια την αποχώρησιν των στρατευμάτων της από το έδαφος της Τυνησίας, εκτός της βάσεως της Μπιζέρτας. Ο κ. Μπουργκίμπα δηλώνει ότι η Τυνησία θα προσφύγη εις τον ΟΗΕ.	[945, 1194, 1305, 1259]
body-text: Η έκδοσις των εφημερίδων της Νέας Υόρκης συνεχίζεται να διακόπτεται λόγω της απεργίας. Οι αναγνώσται προσφεύγουν εις το ραδιόφωνον και την τηλεόρασιν δια την ενημέρωσίν των.	[206, 728, 367, 805]
body-text: Οι ομιληταί της Πολιτικής Επιτροπής της Γενικής Συνελεύσεως των Ηνωμένων Εθνών ζητούν την έναρξιν διμερών διαπραγματεύσεων μεταξύ της Γαλλίας και των Αλγερινών δια την ειρηνικήν λύσιν του προβλήματος. Ο αντιπρόσωπος της Γαλλίας απεχώρησεν από την αίθουσαν κατά την διάρκειαν της συζητήσεως.	[945, 812, 1305, 929]
dek-computer: Απαντά εις 5000 ερωτήσεων	[384, 642, 743, 661]
headline-french-union: ΚΑΙ ΑΛΛΗ ΔΗΜΟΚΡΑΤΙΑ ΕΙΣ ΤΟΥΣ ΚΟΛΠΟΥΣ ΤΗΣ ΓΑΛΛΙΚΗΣ ΕΝΩΣΕΩΣ	[765, 990, 922, 1034]
separator	[1322, 1250, 1566, 1251]
headline-asso: ΕΝΑΣ ΑΣΣΟΣ ΤΩΝ ΠΕΝΤΕ ΔΑΚΤΥΛΩΝ ΛΥΜΑΙΝΕΤΑΙ ΤΑ ΚΑΤΑΣΤΗΜΑΤΑ	[982, 444, 1269, 518]
body-text: Ένας επιτήδειος απατεών εμφανίζεται εις τα καταστήματα των Αθηνών, αγοράζει είδη αξίας 200—300 δραχμών και πληρώνει με χιλιόδραχμον. Ο καταστηματάρχης του δίδει τα ρέστα και ούτος απομακρύνεται. Μετ' ολίγον διαπιστούται ότι το χαρτονόμισμα είναι πλαστόν. Η αστυνομία έχει δεχθή μέχρι τούδε πολλάς καταγγελίας και υπολογίζει ότι ο απατεών απεκόμισε περί τας 110 χιλιάδας δραχμών. Αι έρευναι συνεχίζονται.	[945, 599, 1305, 702]
dateline: ΑΘΗΝΑΙ, 11.	[1337, 421, 1399, 434]
dateline: ΑΘΗΝΑΙ, 11.	[1337, 133, 1399, 146]
conference-photo	[944, 87, 1306, 364]
body-text: Κατά πληροφορίας, η κυβέρνησις αποφάσισε την αύξησιν των παγίων τηλεφωνικών τελών και των τελών των συνδιαλέξεων. Το τέλος συνδέσεως θα ανέλθη εις 3.500 δραχμάς εφ' άπαξ, έναντι 2.500 που ίσχυε μέχρι σήμερον. Αι τιμαί των αστικών συνδιαλέξεων θα αυξηθούν κατά 20%. Ο ΟΤΕ δικαιολογεί τα νέα τέλη με την ανάγκην επεκτάσεως του δικτύου.	[1323, 146, 1565, 249]
headline-law2500: ΖΗΤΟΥΝ ΔΙΚΑΙΩΣΙΝ ΟΙ ΑΠΟΛΥΘΕΝΤΕΣ ΒΑΣΕΙ ΤΟΥ Ν. 2500	[1332, 1169, 1556, 1199]
separator	[758, 846, 929, 847]
dateline: ΠΑΡΙΣΙΟΙ, 11. (Ασ. Πρέσ).	[773, 1038, 896, 1050]
headline-klepsis: ΕΓΙΝΕ ΚΛΕΨΙΣ ΔΙΑ ΝΑ ΔΟΚΙΜΑΣΘΗ ΤΟ ΙΔΙΤΟΝ ΤΗΣ ΣΠΑΤΑΛΗΣ	[210, 825, 363, 868]
body-text: Οι Αλγερινοί βουλευταί της Εθνοσυνελεύσεως ανεκοίνωσαν ότι θα υποστηρίξουν την πολιτικήν του στρατηγού ντε Γκωλ.	[1135, 884, 1305, 936]
separator	[758, 214, 929, 215]
separator	[944, 711, 1306, 714]
body-text: Παρατηρείται επίσης ότι πλείστοι έμποροι της Πόλεως έχουν απευθυνθή εις τας αρχάς δια την χορήγησιν αδειών εισαγωγής. Το πρόβλημα της συγκοινωνίας παραμένει άλυτον. Αι τιμαί των ειδών πρώτης ανάγκης αυξάνονται συνεχώς.	[206, 544, 367, 647]
marrow-story	[380, 954, 747, 1032]
body-text: Η Γαλλική Σουδάν ανεκηρύχθη δημοκρατία εις τους κόλπους της Γαλλικής Κοινότητος, ακολουθούσα το παράδειγμα άλλων αφρικανικών εδαφών.	[759, 1050, 928, 1115]
photo-caption: Μία γενική άποψις της αιθούσης, εις την οποίαν συνήλθε η παναφρικανική διάσκεψις, εις την Άκρα, πρωτεύουσαν της Γκάνα, τη συμμετοχή αντιπροσώπων των ιθαγενών της Αφρικής.	[946, 367, 1304, 405]
headline-marrow: ΜΕ ΜΕΤΑΓΓΙΣΙΝ ΝΩΤΙΑΙΟΥ ΜΥΕΛΟΥ ΓΑΛΛΟΣ ΙΑΤΡΟΣ ΕΠΕΤΥΧΕ ΝΑ ΣΩΣΗ ΜΙΚΡΟΝ ΠΑΣΧΟΝΤΑ ΕΚ ΛΕΥΧΑΙΜΙΑΣ	[395, 884, 731, 949]
column-rule	[751, 39, 752, 2314]
headline-oil: ΑΙ ΠΕΤΡΕΛΑΙΟΠΗΓΑΙ ΤΗΣ ΜΙΚΡΑΣ ΑΣΙΑΣ ΕΙΝΑΙ ΑΠΟΔΟΤΙΚΑΙ	[762, 699, 925, 743]
turkey-story	[380, 1333, 747, 1437]
section-gamoi: Γάμοι	[10, 89, 44, 104]
separator	[1322, 705, 1566, 706]
body-text: Ο πρόεδρος της Φιλλανδίας συνεχίζει τας επαφάς του με τους αρχηγούς των κομμάτων δια τον σχηματισμόν νέας κυβερνήσεως.	[206, 1307, 367, 1359]
body-text: Σοβιετικά αεροπλάνα υπερίπτανται της Αιγύπτου εις το πλαίσιον ασκήσεων. Κατά τας πληροφορίας, πρόκειται περί αεροσκαφών τα οποία παρεδόθησαν εις την Αίγυπτον.	[759, 615, 928, 680]
dateline: ΦΡΑΓΚΦΟΥΡΤΗ, 11. (Ιδ. Υπ.).	[398, 667, 540, 680]
separator	[1322, 258, 1566, 259]
dateline: ΓΕΝΕΥΗ, 11. (Ρόϋτερ).	[773, 1182, 880, 1195]
body-text: Η Εθνική ομάς των Ενόπλων Δυνάμεων θα αγωνισθή εντός του Φεβρουαρίου κατά των ομάδων της Ολλανδίας και της Πορτογαλίας.	[1323, 329, 1565, 368]
body-text: Η διάσκεψις του Καΐρου κατέληξεν εις απόφασιν υπέρ της ενισχύσεως της συνεργασίας των Αραβικών χωρών.	[1323, 658, 1565, 696]
headline-africa: Η ΔΙΑΣΚΕΨΙΣ ΤΩΝ ΙΘΑΓΕΝΩΝ ΤΗΣ ΑΦΡΙΚΗΣ	[983, 44, 1268, 82]
subhead-jewish-holiday: ΕΒΡΑΙΚΗ ΕΟΡΤΗ	[1400, 1005, 1488, 1018]
separator	[1322, 482, 1566, 483]
dek: Ένα αποτρόπαιον έγκλημα, χωρίς καμμίαν δικαιολογίαν.	[384, 183, 743, 209]
column-domestic	[1318, 43, 1570, 2314]
body-text: Η Ολλανδική κυβέρνησις υπέβαλε την παραίτησίν της εις την Βασίλισσαν Ιουλιανήν, λόγω διαφωνίας επί του φορολογικού νομοσχεδίου.	[1323, 762, 1565, 802]
body-text: Η Εθνικιστική Κίνα μετέδωσεν ότι συνεχίζονται αι ταραχαί εις την Μογγολίαν και ότι οι κομμουνισταί ενισχύουν τας δυνάμεις των εις την περιοχήν.	[206, 1439, 367, 1504]
body-text: Οι απολυθέντες υπάλληλοι ζητούν την επανεξέτασιν της υποθέσεώς των.	[1323, 1216, 1565, 1241]
story-text	[380, 239, 595, 510]
portrait-shoulders	[616, 356, 734, 477]
dateline: ΜΙΣΣΑΝΖΟΝ, Γαλλίας, 11. (Ιδ.).	[398, 954, 548, 967]
headline-110k: ΕΧΕΙ ΑΠΟΚΟΜΙΣΕΙ ΕΤΣΙ 110 ΧΙΛΙΑΔΑΣ !	[944, 566, 1306, 594]
headline-bourguiba: Ο ΜΠΟΥΡΓΚΙΜΠΑ ΚΑΤΗΓΟΡΕΙ ΤΗΝ ΓΑΛΛΙΑΝ ΟΤΙ ΠΑΡΑΒΙΑΖΕΙ ΤΗΝ ΣΥΜΦΩΝΙΑΝ ΔΙ' ΑΠΟΧΩΡΗΣΙΝ ΤΟΥ ΣΤΡΑΤΟΥ ΕΚ ΤΥΝΙΔΟΣ	[945, 1130, 1305, 1189]
body-text: Η στρατιωτική επιτροπή του ΝΑΤΟ ήρχισε τας συνεδριάσεις της εις τους Παρισίους υπό την προεδρίαν του Ολλανδού στρατηγού.	[759, 1591, 928, 1642]
subhead-deputies: Η ΣΤΑΣΙΣ ΤΩΝ ΒΟΥΛΕΥΤΩΝ	[1149, 858, 1292, 870]
banner-text: AFRICA · AFRICA · MUST BE FREE	[1067, 155, 1248, 168]
body-text: Καιρός: Νεφώσεις με σποραδικάς βροχάς εις τα δυτικά και βόρεια. Άνεμοι μέτριοι. Θερμοκρασία αμετάβλητος.	[1323, 960, 1565, 998]
body-text: Κατόπιν τούτου η Φατμέ Χανούμ μετεφέρθη εις το νοσοκομείον δια ψυχιατρικήν εξέτασιν. Οι συγγενείς του θύματος ζητούν την αυστηράν τιμωρίαν της δολοφόνου.	[385, 510, 742, 549]
audience	[945, 245, 1305, 363]
dateline: ΚΟΦΦΟΝΤΟΥΝ, Γκάνα, 11.	[1337, 1098, 1467, 1110]
portrait-figure	[639, 279, 708, 368]
body-text: Εις το Τόρόντο του Καναδά ένας υπάλληλος τραπέζης ωμολόγησεν ότι διέπραξε κλοπήν δια να δοκιμάση το σύστημα ασφαλείας του καταστήματος. Το ποσόν επεστράφη ολόκληρον.	[206, 872, 367, 950]
body-text: Ο Σάχης της Περσίας ανεχώρησεν αεροπορικώς δια την Τεχεράνην μετά παραμονήν δύο εβδομάδων εις την Ελβετίαν.	[759, 1195, 928, 1247]
bourguiba-story	[940, 1194, 1310, 1259]
